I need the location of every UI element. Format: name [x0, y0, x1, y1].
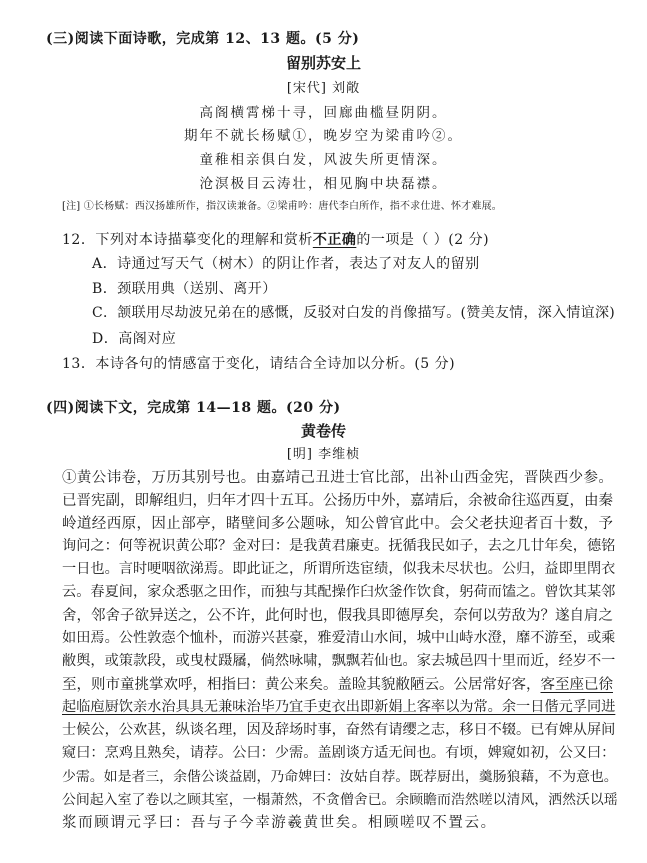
essay-line: 岭道经西原，因止部亭，睹壁间多公题咏，知公曾官此中。会父老扶迎者百十数，予	[62, 516, 614, 532]
essay-underlined-line: 起临庖厨饮亲水治具具无兼味治毕乃宜手吏衣出即新娟上客率以为常。余一日偕元孚同进	[62, 699, 616, 715]
essay-line: 公间起入室了卷以之顾其室，一榻萧然，不贪僧舍已。余顾瞻而浩然嗟以清风，洒然沃以瑶	[62, 792, 618, 808]
essay-underlined-fragment: 客至座已徐	[540, 677, 613, 693]
poem-line-3: 童稚相亲俱白发，风波失所更情深。	[199, 152, 448, 168]
essay-line: 舍，邻舍子欲异送之，公不许，此何时也，假我具即德厚矣，奈何以劳敌为？遂自肩之	[62, 608, 613, 624]
poem-author: [宋代] 刘敞	[286, 81, 361, 96]
question-12-option-c: C．颔联用尽劫波兄弟在的感慨，反驳对白发的肖像描写。(赞美友情，深入情谊深)	[92, 305, 616, 321]
poem-line-1: 高阁横霄梯十寻，回廊曲槛昼阴阴。	[199, 105, 448, 121]
essay-line-text: 至，则市童挑掌欢呼，相指曰：黄公来矣。盖睑其貌敝陋云。公居常好客，客至座已徐	[62, 677, 613, 693]
question-12-stem	[62, 229, 489, 249]
question-12-option-d: D．高阁对应	[92, 331, 177, 347]
essay-line: 窥曰：烹鸡且熟矣，请荐。公曰：少需。盖剧谈方适无间也。有顷，婢窥如初，公又曰：	[62, 745, 616, 761]
essay-line	[62, 673, 613, 694]
essay-title: 黄卷传	[300, 422, 346, 440]
essay-line: 如田焉。公性敦悫个恤朴，而游兴甚豪，雅爱清山水间，城中山峙水澄，靡不游至，或乘	[62, 630, 616, 646]
poem-title: 留别苏安上	[285, 54, 361, 72]
section3-heading: (三)阅读下面诗歌，完成第 12、13 题。(5 分)	[46, 31, 360, 47]
poem-note: [注] ①长杨赋：西汉扬雄所作，指汉读兼备。②梁甫吟：唐代李白所作，指不求仕进、怀才难展。	[62, 201, 502, 212]
essay-line: 询问之：何等祝识黄公耶？金对曰：是我黄君廉吏。抚循我民如子，去之几廿年矣，德铭	[62, 538, 616, 554]
essay-author: [明] 李维桢	[286, 447, 361, 462]
question-12-stem-after: 的一项是（ ）(2 分)	[356, 232, 490, 248]
poem-line-4: 沧溟极目云涛壮，相见胸中块磊襟。	[199, 176, 448, 192]
essay-line: 云。春夏间，家众悉驱之田作，而独与其配操作臼炊釜作饮食，躬荷而馌之。曾饮其某邻	[62, 584, 616, 600]
essay-line: 士候公，公欢甚，纵谈名理，因及辞场时事，奋然有请缨之志，移日不辍。已有婢从屏间	[62, 722, 616, 738]
section4-heading: (四)阅读下文，完成第 14—18 题。(20 分)	[46, 400, 341, 416]
essay-line: ①黄公讳卷，万历其别号也。由嘉靖己丑进士官比部，出补山西金宪，晋陕西少参。	[62, 470, 614, 486]
question-12-option-b: B．颈联用典（送别、离开）	[92, 281, 277, 297]
essay-line: 少需。如是者三，余偕公谈益剧，乃命婢曰：汝姑自荐。既荐厨出，羹肠狼藉，不为意也。	[62, 769, 618, 785]
question-12-emphasis: 不正确	[312, 232, 357, 248]
poem-line-2: 期年不就长杨赋①，晚岁空为梁甫吟②。	[184, 128, 463, 144]
question-12-stem-before: 12．下列对本诗描摹变化的理解和赏析	[62, 232, 313, 248]
essay-line: 浆而顾谓元孚曰：吾与子今幸游羲黄世矣。相顾嗟叹不置云。	[62, 815, 497, 831]
essay-line: 已晋宪副，即解组归，归年才四十五耳。公扬历中外，嘉靖后，余被命往巡西夏，由秦	[62, 493, 613, 509]
question-12-option-a: A．诗通过写天气（树木）的阴让作者，表达了对友人的留别	[92, 256, 480, 272]
question-13: 13．本诗各句的情感富于变化，请结合全诗加以分析。(5 分)	[62, 356, 456, 372]
essay-line: 敝舆，或策款段，或曳杖蹑屩，倘然咏啸，飘飘若仙也。家去城邑四十里而近，经岁不一	[62, 653, 616, 669]
essay-line: 一日也。言时哽咽欲涕焉。即此证之，所谓所迭宦绩，似我未尽状也。公归，益即里閈衣	[62, 561, 616, 577]
